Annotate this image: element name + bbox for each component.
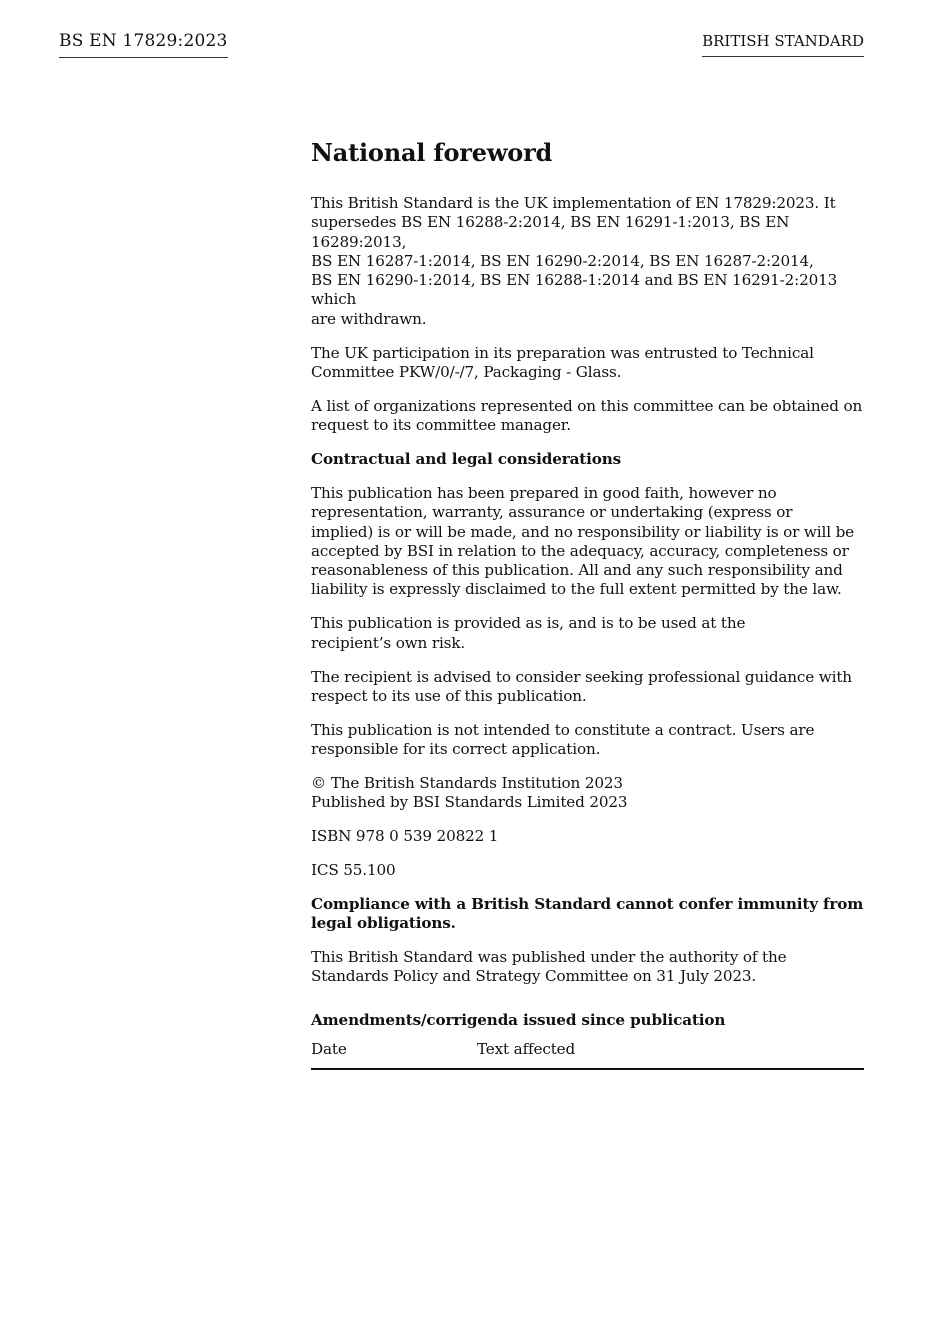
ics-code: ICS 55.100	[311, 860, 396, 879]
text-line: This publication is provided as is, and is to be used at the	[311, 614, 746, 633]
own-risk-paragraph	[311, 614, 864, 653]
text-line: accepted by BSI in relation to the adequacy, accuracy, completeness or	[311, 541, 849, 560]
page-title: National foreword	[311, 138, 553, 167]
text-line: respect to its use of this publication.	[311, 686, 587, 705]
text-line: The UK participation in its preparation was entrusted to Technical	[311, 343, 814, 362]
text-line: supersedes BS EN 16288-2:2014, BS EN 16291-1:2013, BS EN 16289:2013,	[311, 213, 790, 251]
text-line: This publication is not intended to constitute a contract. Users are	[311, 720, 815, 739]
text-line: © The British Standards Institution 2023	[311, 773, 623, 792]
text-line: implied) is or will be made, and no responsibility or liability is or will be	[311, 522, 854, 541]
compliance-notice	[311, 895, 864, 934]
implementation-paragraph	[311, 194, 864, 329]
isbn: ISBN 978 0 539 20822 1	[311, 827, 499, 846]
organizations-paragraph	[311, 397, 864, 436]
text-affected-column-header: Text affected	[477, 1039, 576, 1058]
text-line: Committee PKW/0/-/7, Packaging - Glass.	[311, 362, 622, 381]
text-line: legal obligations.	[311, 914, 456, 933]
text-line: reasonableness of this publication. All and any such responsibility and	[311, 561, 843, 580]
text-line: Compliance with a British Standard cannot confer immunity from	[311, 894, 864, 913]
amendments-table	[311, 1040, 864, 1070]
text-line: request to its committee manager.	[311, 416, 571, 435]
text-line: BS EN 16287-1:2014, BS EN 16290-2:2014, BS EN 16287-2:2014,	[311, 251, 814, 270]
guidance-paragraph	[311, 668, 864, 707]
good-faith-paragraph	[311, 484, 864, 600]
authority-paragraph	[311, 948, 864, 987]
amendments-heading: Amendments/corrigenda issued since publication	[311, 1010, 726, 1029]
text-line: recipient’s own risk.	[311, 633, 466, 652]
date-column-header: Date	[311, 1039, 347, 1058]
text-line: This British Standard is the UK implementation of EN 17829:2023. It	[311, 194, 836, 212]
document-id: BS EN 17829:2023	[59, 31, 228, 58]
text-line: A list of organizations represented on this committee can be obtained on	[311, 396, 863, 415]
text-line: Published by BSI Standards Limited 2023	[311, 793, 628, 812]
text-line: are withdrawn.	[311, 309, 427, 328]
text-line: Standards Policy and Strategy Committee on 31 July 2023.	[311, 967, 757, 986]
text-line: representation, warranty, assurance or undertaking (express or	[311, 503, 793, 522]
foreword-content	[311, 138, 864, 1070]
copyright-notice	[311, 774, 864, 813]
text-line: The recipient is advised to consider seeking professional guidance with	[311, 667, 852, 686]
text-line: liability is expressly disclaimed to the full extent permitted by the law.	[311, 580, 842, 599]
committee-paragraph	[311, 344, 864, 383]
contract-paragraph	[311, 721, 864, 760]
text-line: This British Standard was published under the authority of the	[311, 948, 787, 967]
text-line: BS EN 16290-1:2014, BS EN 16288-1:2014 and BS EN 16291-2:2013 which	[311, 271, 838, 309]
series-label: BRITISH STANDARD	[702, 32, 864, 57]
text-line: This publication has been prepared in good faith, however no	[311, 483, 777, 502]
text-line: responsible for its correct application.	[311, 739, 601, 758]
contractual-heading: Contractual and legal considerations	[311, 450, 622, 469]
